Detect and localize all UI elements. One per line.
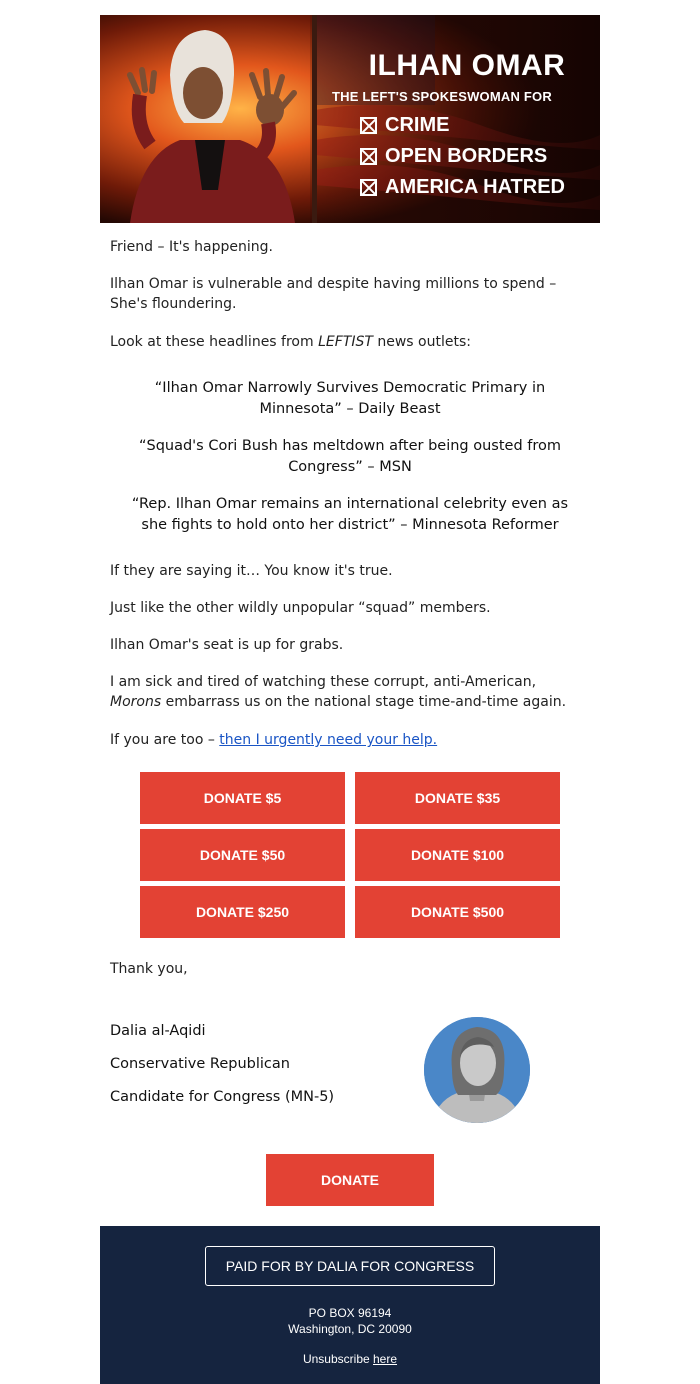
hero-banner (100, 15, 600, 223)
donate-500-button[interactable]: DONATE $500 (355, 886, 560, 938)
sick-tired-prefix: I am sick and tired of watching these corrupt, anti-American, (110, 674, 537, 690)
hero-name: ILHAN OMAR (368, 49, 566, 82)
headline-quote: “Ilhan Omar Narrowly Survives Democratic Primary in Minnesota” – Daily Beast (154, 380, 546, 417)
hero-item-label: AMERICA HATRED (385, 176, 565, 198)
signer-role: Conservative Republican (110, 1056, 290, 1072)
help-prefix: If you are too – (110, 732, 220, 748)
headline-quote: “Rep. Ilhan Omar remains an international celebrity even as she fights to hold onto her district” – Minnesota Reformer (131, 496, 569, 533)
sick-tired-suffix: embarrass us on the national stage time-and-time again. (161, 694, 567, 710)
candidate-portrait (424, 1017, 530, 1123)
address-line-2: Washington, DC 20090 (288, 1322, 412, 1336)
unsubscribe-line (100, 1352, 600, 1366)
paragraph-vulnerable: Ilhan Omar is vulnerable and despite having millions to spend – She's floundering. (110, 276, 557, 312)
signer-candidacy: Candidate for Congress (MN-5) (110, 1089, 335, 1105)
donate-35-button[interactable]: DONATE $35 (355, 772, 560, 824)
hero-item-america-hatred (360, 172, 594, 203)
x-box-icon (360, 148, 377, 165)
donate-5-button[interactable]: DONATE $5 (140, 772, 345, 824)
paid-for-disclaimer: PAID FOR BY DALIA FOR CONGRESS (205, 1246, 495, 1286)
paragraph-seat: Ilhan Omar's seat is up for grabs. (110, 637, 344, 653)
mailing-address (100, 1305, 600, 1337)
donate-button[interactable]: DONATE (266, 1154, 434, 1206)
avatar (424, 1017, 530, 1123)
urgent-help-link[interactable]: then I urgently need your help. (219, 732, 438, 748)
email-container (100, 15, 600, 1366)
paragraph-help (110, 730, 590, 750)
address-line-1: PO BOX 96194 (308, 1306, 392, 1320)
paragraph-sick-tired (110, 672, 590, 712)
x-box-icon (360, 117, 377, 134)
headlines-intro-prefix: Look at these headlines from (110, 334, 319, 350)
hero-item-crime (360, 110, 594, 141)
hero-list (360, 110, 594, 203)
headlines-intro-suffix: news outlets: (372, 334, 471, 350)
hero-item-label: OPEN BORDERS (385, 145, 548, 167)
signer-name: Dalia al-Aqidi (110, 1023, 206, 1039)
hero-item-label: CRIME (385, 114, 450, 136)
donate-250-button[interactable]: DONATE $250 (140, 886, 345, 938)
donate-50-button[interactable]: DONATE $50 (140, 829, 345, 881)
hero-subtitle: THE LEFT'S SPOKESWOMAN FOR (332, 89, 552, 104)
paragraph-headlines-intro (110, 332, 590, 352)
paragraph-true: If they are saying it… You know it's true. (110, 563, 393, 579)
headline-quote: “Squad's Cori Bush has meltdown after being ousted from Congress” – MSN (138, 438, 561, 475)
hero-text-block (332, 49, 594, 203)
footer (100, 1226, 600, 1384)
unsubscribe-prefix: Unsubscribe (302, 1352, 373, 1366)
x-box-icon (360, 179, 377, 196)
leftist-emphasis: LEFTIST (318, 334, 373, 350)
donate-100-button[interactable]: DONATE $100 (355, 829, 560, 881)
morons-emphasis: Morons (110, 694, 162, 710)
unsubscribe-link[interactable]: here (373, 1352, 398, 1366)
greeting: Friend – It's happening. (110, 239, 273, 255)
paragraph-squad: Just like the other wildly unpopular “squad” members. (110, 600, 491, 616)
hero-item-open-borders (360, 141, 594, 172)
thank-you: Thank you, (110, 961, 188, 977)
